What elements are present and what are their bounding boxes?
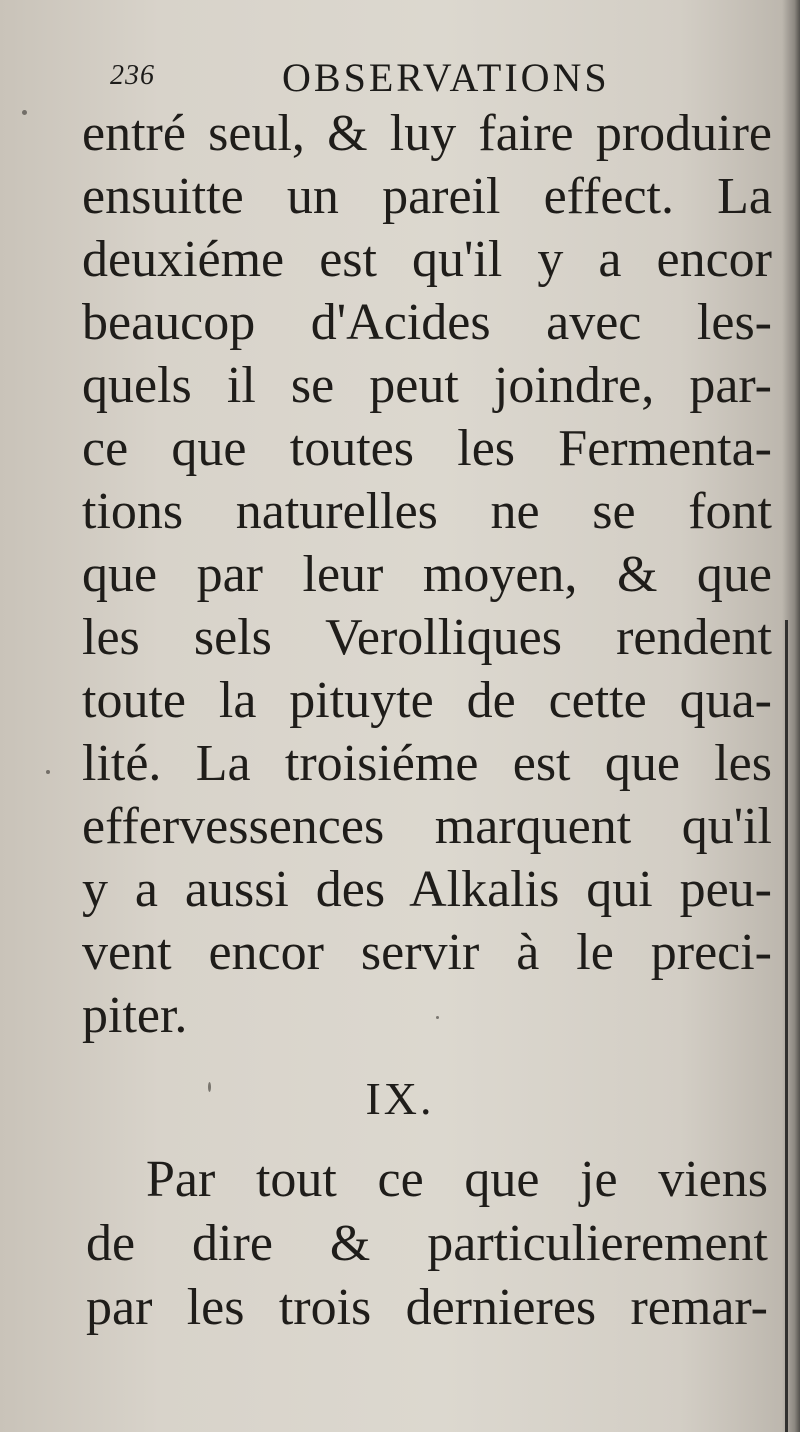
- text-line: que par leur moyen, & que: [82, 546, 772, 603]
- text-line: toute la pituyte de cette qua-: [82, 672, 772, 729]
- text-line: par les trois dernieres remar-: [86, 1279, 768, 1336]
- text-line: effervessences marquent qu'il: [82, 798, 772, 855]
- text-line: y a aussi des Alkalis qui peu-: [82, 861, 772, 918]
- text-line: piter.: [82, 987, 188, 1044]
- paper-speck: [208, 1082, 211, 1092]
- text-line: beaucop d'Acides avec les-: [82, 294, 772, 351]
- text-line: entré seul, & luy faire produire: [82, 105, 772, 162]
- text-line: Par tout ce que je viens: [146, 1151, 768, 1208]
- paper-speck: [22, 110, 27, 115]
- text-line: tions naturelles ne se font: [82, 483, 772, 540]
- paragraph-one: [82, 102, 772, 1047]
- binding-edge: [785, 620, 788, 1432]
- paragraph-two: [86, 1148, 768, 1340]
- text-line: vent encor servir à le preci-: [82, 924, 772, 981]
- text-line: deuxiéme est qu'il y a encor: [82, 231, 772, 288]
- text-line: lité. La troisiéme est que les: [82, 735, 772, 792]
- text-line: quels il se peut joindre, par-: [82, 357, 772, 414]
- paper-speck: [46, 770, 50, 774]
- text-line: ensuitte un pareil effect. La: [82, 168, 772, 225]
- section-heading: IX.: [365, 1073, 435, 1124]
- text-line: les sels Verolliques rendent: [82, 609, 772, 666]
- paper-speck: [436, 1016, 439, 1019]
- page-number: 236: [110, 60, 155, 91]
- text-line: de dire & particulierement: [86, 1215, 768, 1272]
- running-head: OBSERVATIONS: [282, 55, 610, 100]
- text-line: ce que toutes les Fermenta-: [82, 420, 772, 477]
- page-header: [110, 50, 670, 102]
